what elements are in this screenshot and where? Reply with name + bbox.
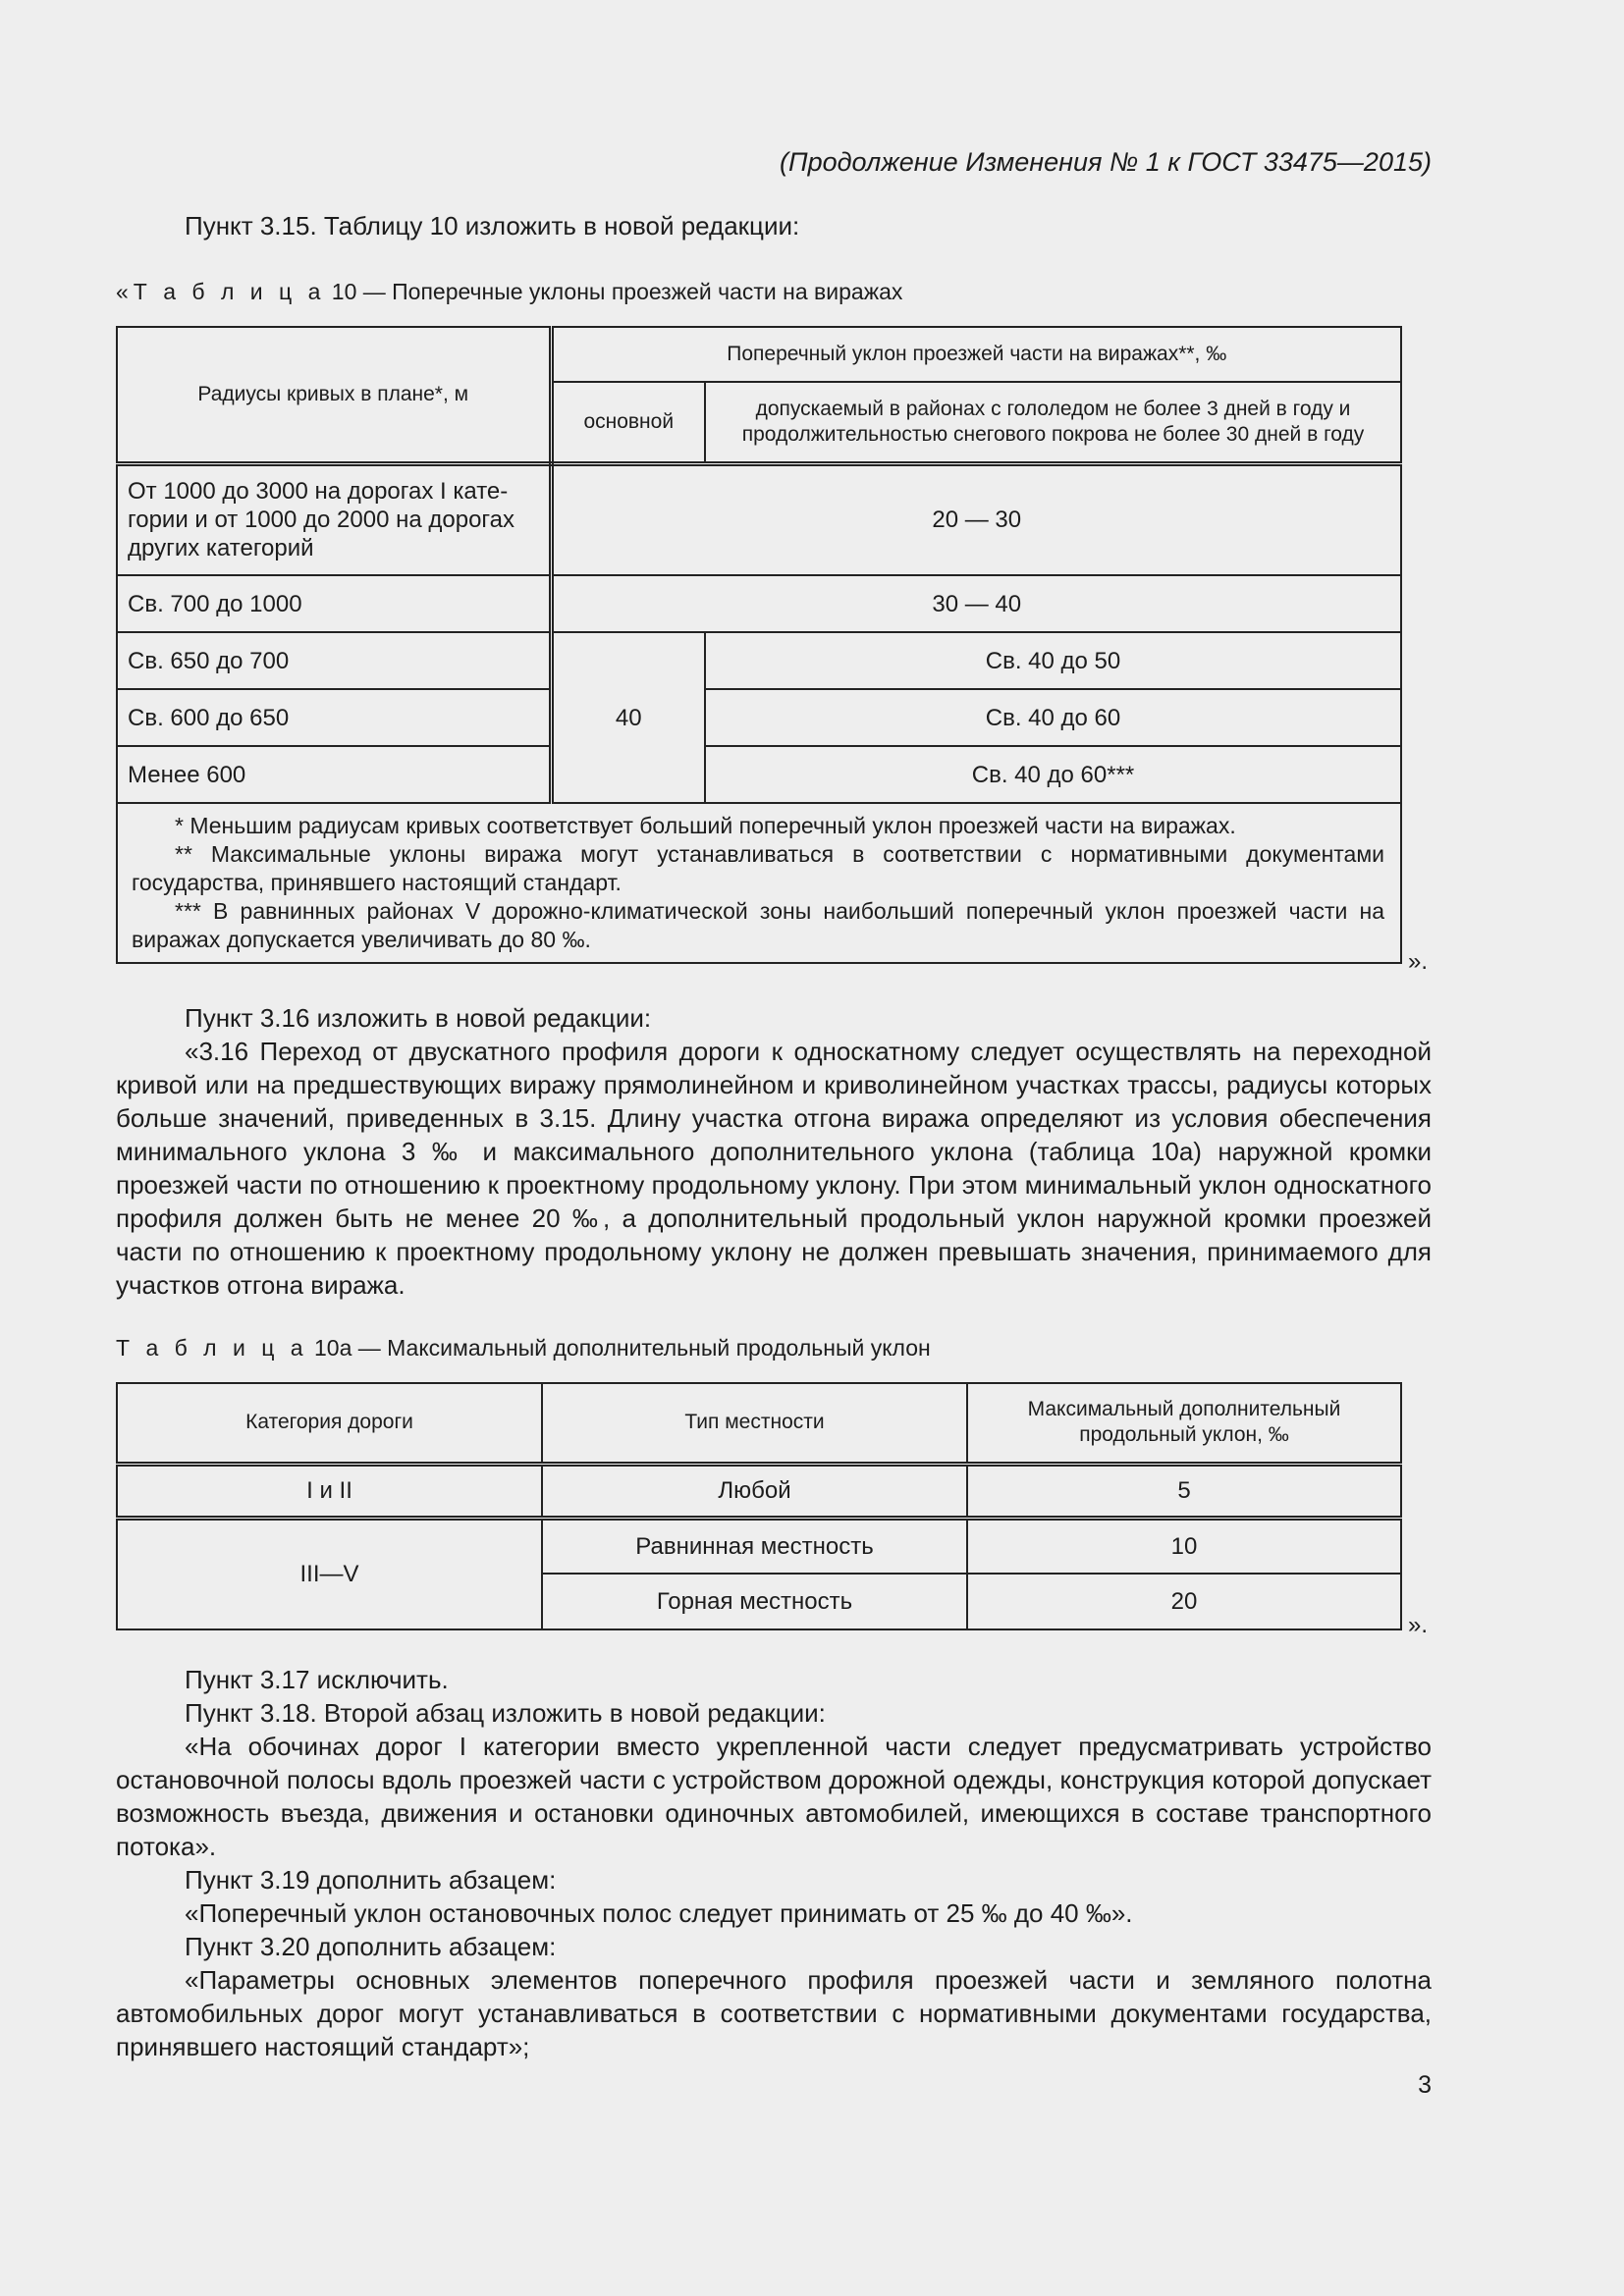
table10-caption-prefix: «Т а б л и ц а	[116, 279, 326, 304]
table10-head-allowed: допускаемый в районах с гололедом не более 3 дней в году и продолжительностью снегового покрова не более 30 дней в году	[705, 382, 1401, 463]
table10a-row1-value: 5	[967, 1464, 1401, 1518]
table10a-row3-terrain: Горная местность	[542, 1574, 967, 1629]
p318-title: Пункт 3.18. Второй абзац изложить в новой редакции:	[185, 1698, 826, 1728]
p316-title: Пункт 3.16 изложить в новой редакции:	[185, 1003, 652, 1033]
table10-row3-radius: Св. 650 до 700	[117, 632, 551, 689]
table10a-row3-value: 20	[967, 1574, 1401, 1629]
page-number: 3	[1418, 2071, 1432, 2099]
p316-text: «3.16 Переход от двускатного профиля дороги к односкатному следует осуществлять на переходной кривой или на предшествующих виражу прямолинейном и криволинейном участках трассы, радиусы которых больше значений, приведенных в 3.15. Длину участка отгона виража определяют из условия обеспечения минимального уклона 3 ‰ и максимального дополнительного уклона (таблица 10а) наружной кромки проезжей части по отношению к проектному продольному уклону. При этом минимальный уклон односкатного профиля должен быть не менее 20 ‰, а дополнительный продольный уклон наружной кромки проезжей части по отношению к проектному продольному уклону не должен превышать значения, принимаемого для участков отгона виража.	[116, 1037, 1432, 1300]
table10a-close-quote: ».	[1408, 1612, 1429, 1638]
p319-title: Пункт 3.19 дополнить абзацем:	[185, 1865, 557, 1895]
table10a-head-category: Категория дороги	[117, 1383, 542, 1464]
table10a-head-terrain: Тип местности	[542, 1383, 967, 1464]
p320-title: Пункт 3.20 дополнить абзацем:	[185, 1932, 557, 1961]
table10-row4-allowed: Св. 40 до 60	[705, 689, 1401, 746]
table10-row3-allowed: Св. 40 до 50	[705, 632, 1401, 689]
table10-head-radius: Радиусы кривых в плане*, м	[117, 327, 551, 463]
table10a-row2-value: 10	[967, 1518, 1401, 1574]
p319-text: «Поперечный уклон остановочных полос следует принимать от 25 ‰ до 40 ‰».	[185, 1898, 1133, 1928]
table10-head-main: основной	[551, 382, 705, 463]
p317: Пункт 3.17 исключить.	[185, 1665, 449, 1694]
table10-row4-radius: Св. 600 до 650	[117, 689, 551, 746]
table10a-row1-category: I и II	[117, 1464, 542, 1518]
table10-footnotes	[117, 803, 1401, 963]
table10a-caption	[116, 1333, 931, 1362]
table10-main-merged: 40	[551, 632, 705, 803]
table10-caption	[116, 277, 902, 306]
table-10a	[116, 1382, 1402, 1630]
table10-row2-value: 30 — 40	[551, 575, 1401, 632]
table10a-head-max: Максимальный дополнительный продольный уклон, ‰	[967, 1383, 1401, 1464]
table10-note-3: *** В равнинных районах V дорожно-климатической зоны наибольший поперечный уклон проезжей части на виражах допускается увеличивать до 80 ‰.	[132, 898, 1384, 952]
table10a-row2-terrain: Равнинная местность	[542, 1518, 967, 1574]
table10a-caption-text: 10а — Максимальный дополнительный продольный уклон	[313, 1335, 931, 1361]
table10-row1-value: 20 — 30	[551, 463, 1401, 575]
table10-close-quote: ».	[1408, 948, 1429, 975]
p318-text: «На обочинах дорог I категории вместо укрепленной части следует предусматривать устройство остановочной полосы вдоль проезжей части с устройством дорожной одежды, конструкция которой допускает возможность въезда, движения и остановки одиночных автомобилей, имеющихся в составе транспортного потока».	[116, 1732, 1432, 1861]
running-head: (Продолжение Изменения № 1 к ГОСТ 33475—2015)	[780, 147, 1432, 177]
intro-paragraph: Пункт 3.15. Таблицу 10 изложить в новой редакции:	[185, 211, 800, 240]
table10-row1-radius: От 1000 до 3000 на дорогах I кате-гории и от 1000 до 2000 на дорогах других категорий	[117, 463, 551, 575]
table10-row5-allowed: Св. 40 до 60***	[705, 746, 1401, 803]
table10-head-slope: Поперечный уклон проезжей части на виражах**, ‰	[551, 327, 1401, 382]
table10-note-1: * Меньшим радиусам кривых соответствует больший поперечный уклон проезжей части на виражах.	[175, 813, 1236, 838]
table-10	[116, 326, 1402, 964]
p320-text: «Параметры основных элементов поперечного профиля проезжей части и земляного полотна автомобильных дорог могут устанавливаться в соответствии с нормативными документами государства, принявшего настоящий стандарт»;	[116, 1965, 1432, 2061]
table10-caption-text: 10 — Поперечные уклоны проезжей части на виражах	[331, 279, 903, 304]
table10a-caption-prefix: Т а б л и ц а	[116, 1335, 308, 1361]
table10a-row1-terrain: Любой	[542, 1464, 967, 1518]
document-page	[116, 0, 1432, 2296]
table10-note-2: ** Максимальные уклоны виража могут устанавливаться в соответствии с нормативными документами государства, принявшего настоящий стандарт.	[132, 841, 1384, 895]
table10-row2-radius: Св. 700 до 1000	[117, 575, 551, 632]
table10a-category-merged: III—V	[117, 1518, 542, 1629]
table10-row5-radius: Менее 600	[117, 746, 551, 803]
